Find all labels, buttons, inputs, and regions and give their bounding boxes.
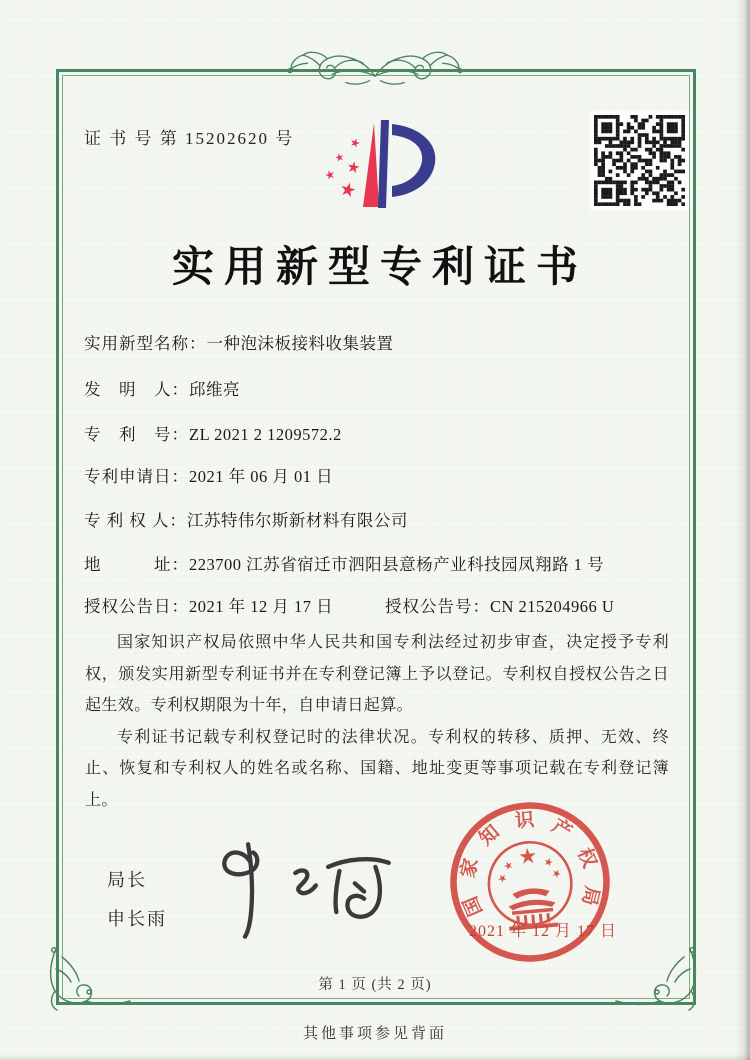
- field-value: CN 215204966 U: [490, 597, 615, 616]
- svg-text:局: 局: [577, 884, 603, 908]
- field-row-patent-no: [84, 421, 342, 445]
- field-label: 授权公告号：: [385, 597, 490, 616]
- field-value: 223700 江苏省宿迁市泗阳县意杨产业科技园凤翔路 1 号: [189, 555, 605, 574]
- signer-block: [107, 866, 167, 931]
- field-row-patentee: [84, 507, 408, 531]
- cnipa-logo-icon: [312, 110, 448, 216]
- top-border-ornament-icon: [267, 46, 483, 88]
- certificate-title: 实用新型专利证书: [171, 245, 588, 291]
- field-row-grant: [84, 593, 690, 617]
- seal-date: 2021 年 12 月 17 日: [468, 923, 617, 940]
- field-value: 2021 年 12 月 17 日: [189, 597, 334, 616]
- field-label: 专利申请日：: [84, 467, 189, 486]
- field-row-inventor: [84, 376, 240, 400]
- cnipa-official-seal-icon: [440, 792, 620, 972]
- signer-name: 申长雨: [107, 909, 167, 929]
- legal-paragraph-1: 国家知识产权局依照中华人民共和国专利法经过初步审查，决定授予专利权，颁发实用新型专利证书并在专利登记簿上予以登记。专利权自授权公告之日起生效。专利权期限为十年，自申请日起算。: [85, 634, 669, 714]
- field-row-address: [84, 551, 604, 575]
- grant-number-pair: [385, 593, 614, 617]
- svg-text:国: 国: [460, 893, 487, 919]
- certificate-number: 证 书 号 第 15202620 号: [84, 129, 295, 148]
- field-row-name: [84, 330, 394, 354]
- field-row-filing-date: [84, 463, 333, 487]
- field-label: 发 明 人：: [84, 380, 189, 399]
- field-label: 专 利 号：: [84, 425, 189, 444]
- field-value: 一种泡沫板接料收集装置: [206, 334, 394, 353]
- svg-text:产: 产: [547, 815, 576, 844]
- svg-text:识: 识: [514, 809, 536, 833]
- field-label: 地 址：: [84, 555, 189, 574]
- field-value: 2021 年 06 月 01 日: [189, 467, 334, 486]
- legal-text-block: [85, 627, 669, 816]
- legal-paragraph-2: 专利证书记载专利权登记时的法律状况。专利权的转移、质押、无效、终止、恢复和专利权人的姓名或名称、国籍、地址变更等事项记载在专利登记簿上。: [85, 728, 669, 809]
- back-side-note: 其他事项参见背面: [302, 1026, 447, 1042]
- svg-text:知: 知: [475, 821, 504, 850]
- svg-text:权: 权: [573, 845, 600, 871]
- field-label: 专 利 权 人：: [84, 511, 187, 530]
- director-signature-icon: [205, 838, 400, 943]
- svg-text:家: 家: [457, 856, 483, 880]
- field-value: ZL 2021 2 1209572.2: [189, 425, 342, 444]
- scan-edge-shadow: [736, 0, 750, 1060]
- signer-title: 局长: [107, 870, 147, 890]
- scan-bottom-shadow: [0, 1054, 750, 1060]
- page-number: 第 1 页 (共 2 页): [318, 977, 432, 993]
- field-value: 邱维亮: [189, 380, 240, 399]
- field-label: 实用新型名称：: [84, 334, 207, 353]
- field-value: 江苏特伟尔斯新材料有限公司: [186, 511, 408, 530]
- field-label: 授权公告日：: [84, 597, 189, 616]
- qr-code: [590, 111, 689, 210]
